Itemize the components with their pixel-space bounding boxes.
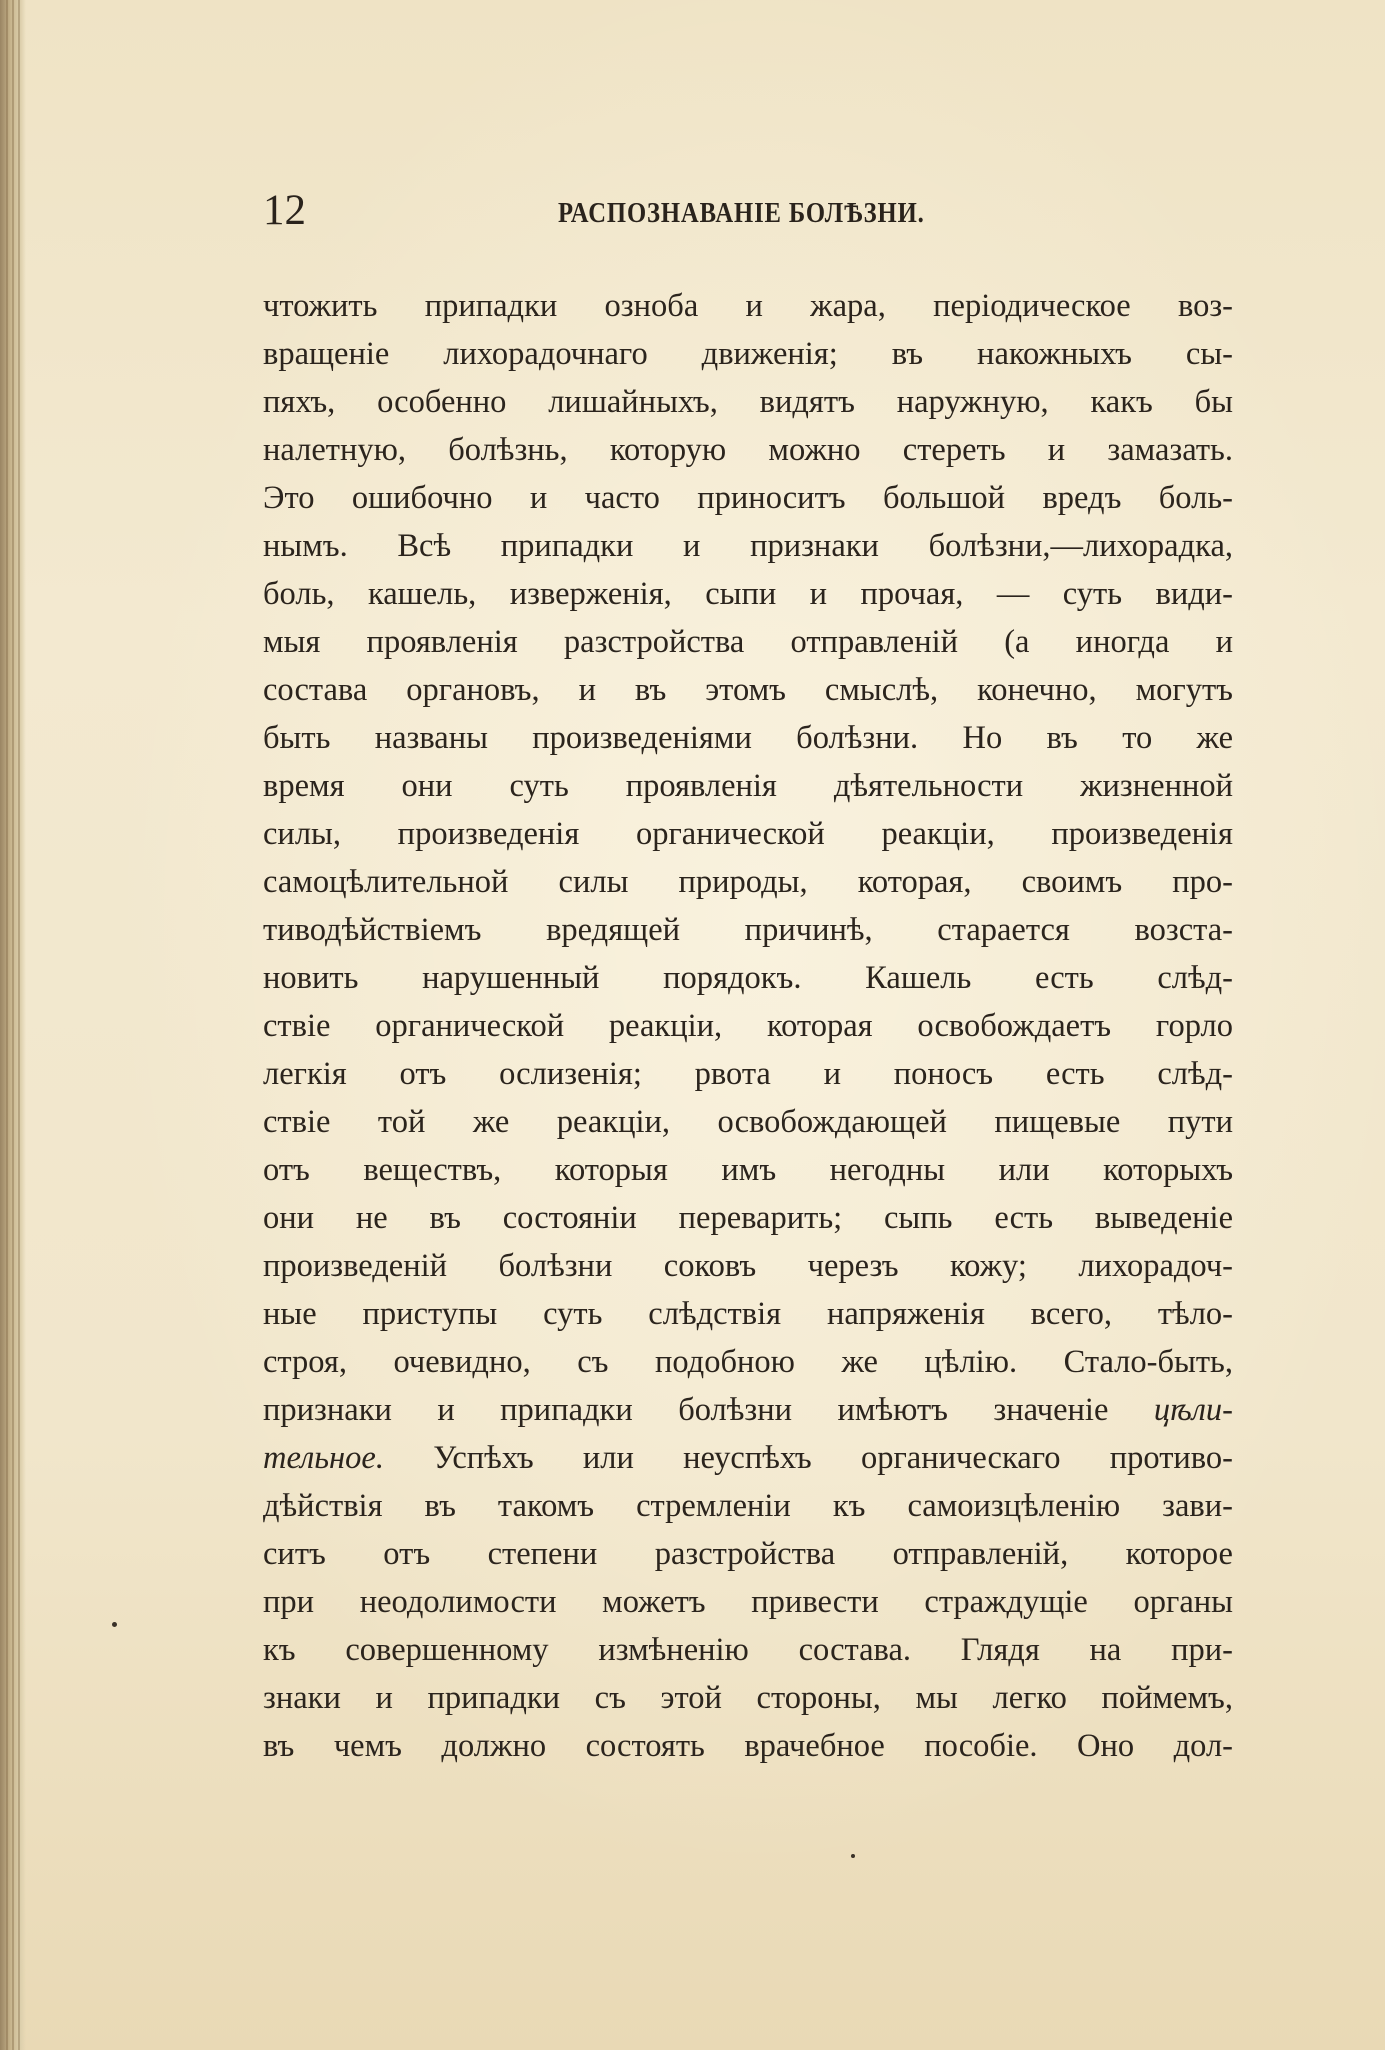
text-line: въ чемъ должно состоять врачебное пособіе. Оно дол- — [263, 1728, 1233, 1764]
text-line: состава органовъ, и въ этомъ смыслѣ, конечно, могутъ — [263, 672, 1233, 708]
italic-text: тельное. — [263, 1440, 384, 1476]
text-line: отъ веществъ, которыя имъ негодны или которыхъ — [263, 1152, 1233, 1188]
text-line: тиводѣйствіемъ вредящей причинѣ, старается возста- — [263, 912, 1233, 948]
text-line — [263, 1434, 1233, 1482]
ink-speck — [112, 1622, 117, 1627]
text-line: налетную, болѣзнь, которую можно стереть и замазать. — [263, 432, 1233, 468]
text-line: пяхъ, особенно лишайныхъ, видятъ наружную, какъ бы — [263, 384, 1233, 420]
text-line: ситъ отъ степени разстройства отправленій, которое — [263, 1536, 1233, 1572]
text-line: знаки и припадки съ этой стороны, мы легко поймемъ, — [263, 1680, 1233, 1716]
text-line: ные приступы суть слѣдствія напряженія всего, тѣло- — [263, 1296, 1233, 1332]
page-edge-line — [12, 0, 14, 2050]
text-line: легкія отъ ослизенія; рвота и поносъ есть слѣд- — [263, 1056, 1233, 1092]
page-number: 12 — [263, 187, 306, 234]
text-line: они не въ состояніи переварить; сыпь есть выведеніе — [263, 1200, 1233, 1236]
page-header — [263, 186, 1233, 236]
text-line: силы, произведенія органической реакціи, произведенія — [263, 816, 1233, 852]
text-line: ствіе той же реакціи, освобождающей пищевые пути — [263, 1104, 1233, 1140]
text-line: Это ошибочно и часто приноситъ большой вредъ боль- — [263, 480, 1233, 516]
text-line: мыя проявленія разстройства отправленій (а иногда и — [263, 624, 1233, 660]
text-line: вращеніе лихорадочнаго движенія; въ накожныхъ сы- — [263, 336, 1233, 372]
text-line: чтожить припадки озноба и жара, періодическое воз- — [263, 288, 1233, 324]
text-line: боль, кашель, изверженія, сыпи и прочая, — суть види- — [263, 576, 1233, 612]
text-line: дѣйствія въ такомъ стремленіи къ самоизцѣленію зави- — [263, 1488, 1233, 1524]
text-line: время они суть проявленія дѣятельности жизненной — [263, 768, 1233, 804]
text-line: ствіе органической реакціи, которая освобождаетъ горло — [263, 1008, 1233, 1044]
page-edge-line — [6, 0, 8, 2050]
page-edge-line — [18, 0, 20, 2050]
text-line: произведеній болѣзни соковъ черезъ кожу; лихорадоч- — [263, 1248, 1233, 1284]
text-segment: признаки и припадки болѣзни имѣютъ значеніе — [263, 1392, 1154, 1428]
text-line: новить нарушенный порядокъ. Кашель есть слѣд- — [263, 960, 1233, 996]
text-line: самоцѣлительной силы природы, которая, своимъ про- — [263, 864, 1233, 900]
italic-text: цѣли- — [1153, 1392, 1233, 1428]
text-line: при неодолимости можетъ привести страждущіе органы — [263, 1584, 1233, 1620]
body-text — [263, 282, 1233, 1770]
text-line — [263, 1386, 1233, 1434]
text-line: строя, очевидно, съ подобною же цѣлію. Стало-быть, — [263, 1344, 1233, 1380]
text-line: нымъ. Всѣ припадки и признаки болѣзни,—лихорадка, — [263, 528, 1233, 564]
text-line: быть названы произведеніями болѣзни. Но въ то же — [263, 720, 1233, 756]
text-segment: Успѣхъ или неуспѣхъ органическаго противо- — [383, 1440, 1233, 1476]
ink-speck — [851, 1854, 855, 1858]
running-title: РАСПОЗНАВАНІЕ БОЛѢЗНИ. — [558, 198, 925, 229]
text-line: къ совершенному измѣненію состава. Глядя на при- — [263, 1632, 1233, 1668]
